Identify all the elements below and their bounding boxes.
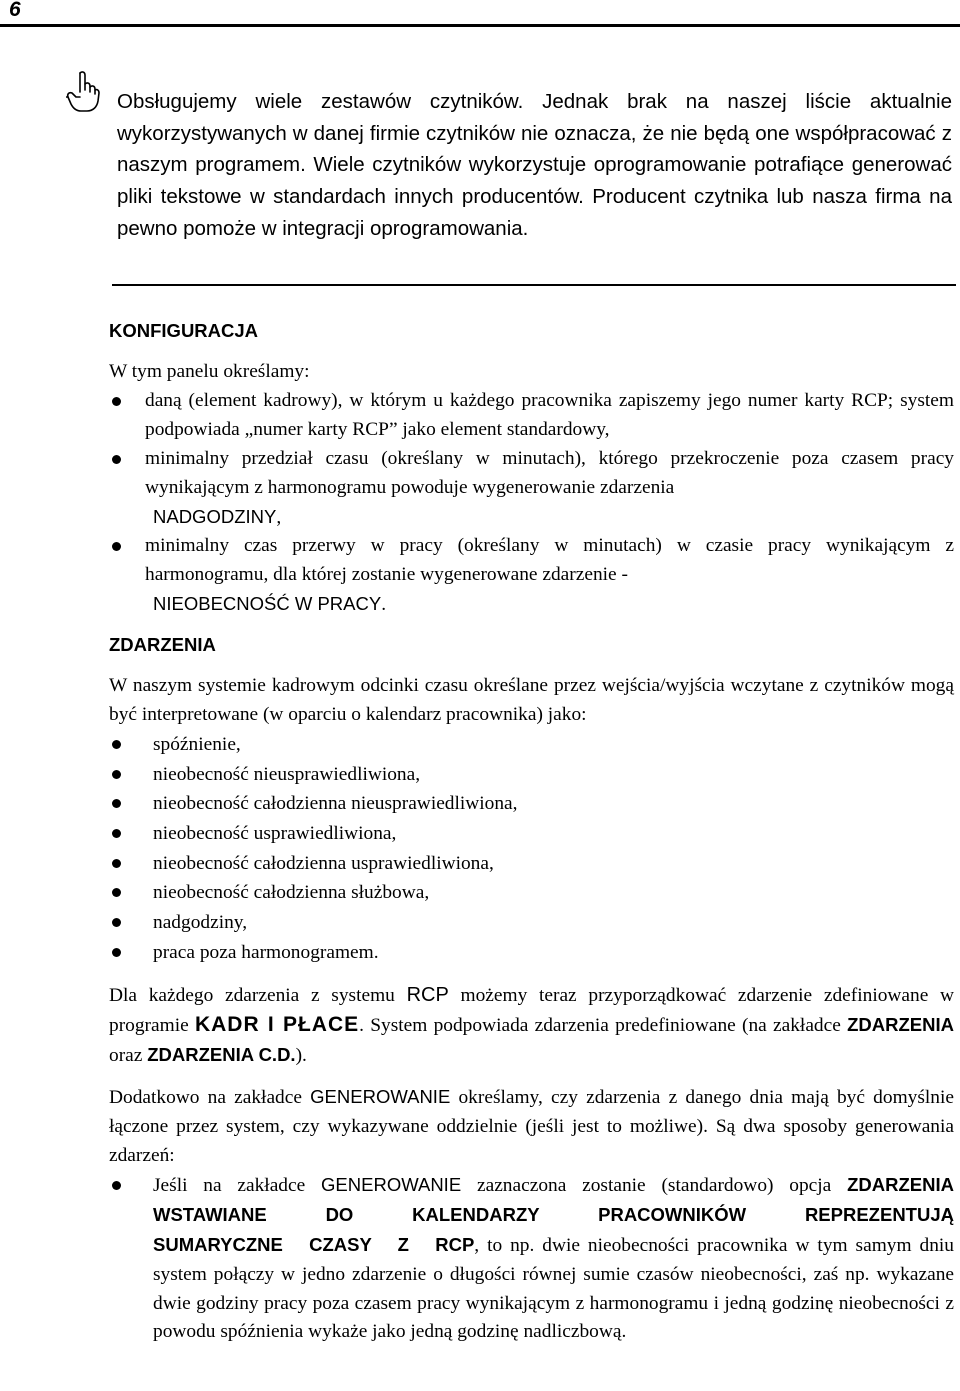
list-item — [109, 445, 954, 533]
section-heading-zdarzenia: ZDARZENIA — [109, 634, 216, 655]
keyword: RCP — [406, 984, 449, 1007]
list-item-text: spóźnienie, — [153, 733, 241, 755]
list-item-suffix: . — [381, 594, 387, 616]
list-item-text: minimalny czas przerwy w pracy (określany w minutach) w czasie pracy wynikającym z harmonogramu, dla której zostanie wygenerowane zdarzenie - — [145, 535, 954, 586]
list-item-suffix: , — [276, 506, 282, 528]
list-item — [109, 819, 954, 849]
list-item — [109, 532, 954, 620]
bullet-icon — [112, 397, 121, 406]
header-rule — [0, 24, 960, 27]
note-rule — [112, 284, 956, 286]
keyword: ZDARZENIA C.D. — [147, 1044, 296, 1066]
keyword: NIEOBECNOŚĆ W PRACY — [153, 593, 382, 615]
bullet-icon — [112, 770, 121, 779]
keyword: ZDARZENIA WSTAWIANE DO KALENDARZY PRACOWNIKÓW REPREZENTUJĄ SUMARYCZNE CZASY Z RCP — [153, 1173, 954, 1255]
keyword: GENEROWANIE — [321, 1173, 462, 1195]
keyword: ZDARZENIA — [847, 1014, 954, 1036]
zdarzenia-paragraph-generowanie: Dodatkowo na zakładce GENEROWANIE określamy, czy zdarzenia z danego dnia mają być domyślnie łączone przez system, czy wykazywane oddzielnie (jeśli jest to możliwe). Są dwa sposoby generowania zdarzeń: — [109, 1086, 954, 1166]
bullet-icon — [112, 859, 121, 868]
zdarzenia-intro: W naszym systemie kadrowym odcinki czasu określane przez wejścia/wyjścia wczytane z czytników mogą być interpretowane (w oparciu o kalendarz pracownika) jako: — [109, 675, 954, 725]
list-item — [109, 938, 954, 968]
list-item-text: nadgodziny, — [153, 912, 248, 934]
list-item — [109, 730, 954, 760]
bullet-icon — [112, 542, 121, 551]
zdarzenia-list — [109, 730, 954, 968]
list-item — [109, 760, 954, 790]
list-item-text: nieobecność całodzienna nieusprawiedliwiona, — [153, 793, 518, 815]
list-item-text: minimalny przedział czasu (określany w minutach), którego przekroczenie poza czasem pracy wynikającym z harmonogramu powoduje wygenerowanie zdarzenia — [145, 447, 954, 498]
list-item — [109, 849, 954, 879]
list-item — [109, 908, 954, 938]
keyword: NADGODZINY — [153, 505, 277, 527]
konfiguracja-section — [109, 358, 954, 620]
note-text: Obsługujemy wiele zestawów czytników. Jednak brak na naszej liście aktualnie wykorzystywanych w danej firmie czytników nie oznacza, że nie będą one współpracować z naszym programem. Wiele czytników wykorzystuje oprogramowanie potrafiące generować pliki tekstowe w standardach innych producentów. Producent czytnika lub nasza firma na pewno pomoże w integracji oprogramowania. — [117, 90, 952, 240]
bullet-icon — [112, 948, 121, 957]
list-item-text: nieobecność usprawiedliwiona, — [153, 822, 397, 844]
list-item-text: daną (element kadrowy), w którym u każdego pracownika zapiszemy jego numer karty RCP; system podpowiada „numer karty RCP” jako element standardowy, — [145, 389, 954, 440]
list-item-text: nieobecność całodzienna służbowa, — [153, 882, 430, 904]
bullet-icon — [112, 455, 121, 464]
list-item — [109, 789, 954, 819]
keyword: GENEROWANIE — [310, 1086, 451, 1108]
section-heading-konfiguracja: KONFIGURACJA — [109, 320, 259, 341]
pointing-hand-icon — [66, 70, 100, 114]
bullet-icon — [112, 799, 121, 808]
list-item-text: praca poza harmonogramem. — [153, 941, 379, 963]
list-item-text: nieobecność nieusprawiedliwiona, — [153, 763, 421, 785]
zdarzenia-section — [109, 672, 954, 1347]
note-box — [117, 86, 952, 245]
konfiguracja-list — [109, 387, 954, 620]
bullet-icon — [112, 740, 121, 749]
list-item — [109, 878, 954, 908]
list-item — [109, 387, 954, 445]
generowanie-list — [109, 1171, 954, 1347]
list-item: Jeśli na zakładce GENEROWANIE zaznaczona zostanie (standardowo) opcja ZDARZENIA WSTAWIANE DO KALENDARZY PRACOWNIKÓW REPREZENTUJĄ SUMARYCZNE CZASY Z RCP, to np. dwie nieobecności pracownika w tym samym dniu system połączy w jedno zdarzenie o długości równej sumie czasów nieobecności, zaś np. wykazane dwie godziny pracy poza czasem pracy wynikającym z harmonogramu i jedną godzinę nieobecności z powodu spóźnienia wykaże jako jedną godzinę nadliczbową. — [109, 1171, 954, 1347]
zdarzenia-paragraph-rcp: Dla każdego zdarzenia z systemu RCP możemy teraz przyporządkować zdarzenie zdefiniowane w programie KADR I PŁACE. System podpowiada zdarzenia predefiniowane (na zakładce ZDARZENIA oraz ZDARZENIA C.D.). — [109, 984, 955, 1067]
keyword: KADR I PŁACE — [194, 1013, 360, 1037]
bullet-icon — [112, 1181, 121, 1190]
page-number: 6 — [9, 0, 21, 21]
list-item-text: nieobecność całodzienna usprawiedliwiona, — [153, 852, 494, 874]
bullet-icon — [112, 829, 121, 838]
konfiguracja-intro: W tym panelu określamy: — [109, 361, 310, 382]
bullet-icon — [112, 888, 121, 897]
bullet-icon — [112, 918, 121, 927]
